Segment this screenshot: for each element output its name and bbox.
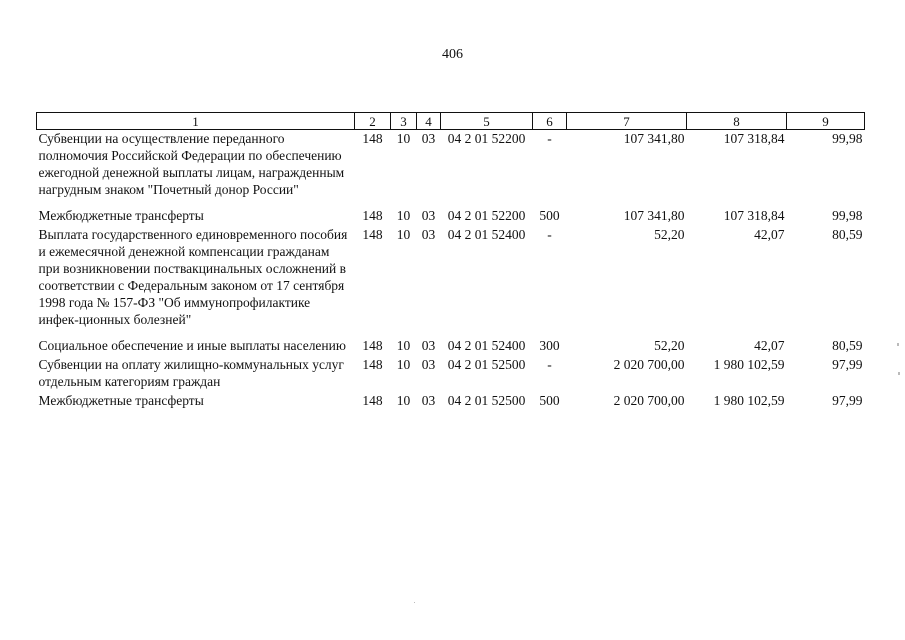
column-header: 7 [567, 113, 687, 130]
row-code-5: 04 2 01 52400 [447, 227, 526, 242]
row-value-8: 107 318,84 [723, 131, 785, 146]
row-value-8: 107 318,84 [723, 208, 785, 223]
column-header: 9 [787, 113, 865, 130]
column-header: 4 [417, 113, 441, 130]
row-code-6: 500 [539, 208, 560, 223]
row-code-2: 148 [362, 208, 383, 223]
scan-speck [414, 602, 415, 603]
row-code-2: 148 [362, 357, 383, 372]
row-value-9: 97,99 [832, 393, 863, 408]
row-code-2: 148 [362, 393, 383, 408]
row-code-4: 03 [421, 208, 436, 223]
row-code-3: 10 [396, 393, 411, 408]
row-code-5: 04 2 01 52500 [447, 393, 526, 408]
row-value-7: 52,20 [654, 338, 685, 353]
row-code-6: 300 [539, 338, 560, 353]
row-name: Межбюджетные трансферты [38, 208, 204, 223]
table-row [37, 130, 865, 208]
column-header: 2 [355, 113, 391, 130]
row-value-7: 2 020 700,00 [613, 357, 685, 372]
page-number: 406 [442, 47, 463, 62]
row-code-3: 10 [396, 357, 411, 372]
row-code-3: 10 [396, 131, 411, 146]
row-name: Субвенции на осуществление переданного полномочия Российской Федерации по обеспечению ежегодной денежной выплаты лицам, награжденным нагрудным знаком "Почетный донор России" [38, 131, 345, 197]
table-header-row [37, 113, 865, 130]
row-name: Социальное обеспечение и иные выплаты населению [38, 338, 346, 353]
row-code-6: - [547, 357, 552, 372]
row-value-7: 107 341,80 [623, 131, 685, 146]
row-code-6: 500 [539, 393, 560, 408]
row-value-7: 52,20 [654, 227, 685, 242]
row-code-6: - [547, 227, 552, 242]
row-code-5: 04 2 01 52200 [447, 131, 526, 146]
scan-speck [897, 343, 899, 346]
table-row [37, 392, 865, 409]
row-name: Субвенции на оплату жилищно-коммунальных услуг отдельным категориям граждан [38, 357, 344, 389]
row-value-8: 1 980 102,59 [713, 357, 785, 372]
table-row [37, 226, 865, 337]
row-code-5: 04 2 01 52200 [447, 208, 526, 223]
row-value-9: 80,59 [832, 338, 863, 353]
row-code-4: 03 [421, 393, 436, 408]
row-code-5: 04 2 01 52400 [447, 338, 526, 353]
row-code-5: 04 2 01 52500 [447, 357, 526, 372]
scan-speck [898, 372, 900, 375]
row-name: Межбюджетные трансферты [38, 393, 204, 408]
row-value-9: 97,99 [832, 357, 863, 372]
row-code-3: 10 [396, 208, 411, 223]
table-row [37, 337, 865, 356]
row-code-2: 148 [362, 227, 383, 242]
row-value-8: 42,07 [754, 338, 785, 353]
row-code-3: 10 [396, 338, 411, 353]
row-code-4: 03 [421, 131, 436, 146]
row-value-7: 107 341,80 [623, 208, 685, 223]
table-row [37, 356, 865, 392]
row-name: Выплата государственного единовременного пособия и ежемесячной денежной компенсации гражданам при возникновении поствакцинальных осложнений в соответствии с Федеральным законом от 17 сентября 1998 года № 157-ФЗ "Об иммунопрофилактике инфек-ционных болезней" [38, 227, 348, 327]
row-code-6: - [547, 131, 552, 146]
column-header: 8 [687, 113, 787, 130]
row-value-9: 80,59 [832, 227, 863, 242]
row-value-9: 99,98 [832, 208, 863, 223]
row-value-9: 99,98 [832, 131, 863, 146]
row-code-4: 03 [421, 357, 436, 372]
column-header: 6 [533, 113, 567, 130]
row-code-4: 03 [421, 338, 436, 353]
column-header: 3 [391, 113, 417, 130]
column-header: 5 [441, 113, 533, 130]
row-code-2: 148 [362, 338, 383, 353]
table-row [37, 207, 865, 226]
column-header: 1 [37, 113, 355, 130]
row-code-3: 10 [396, 227, 411, 242]
row-code-2: 148 [362, 131, 383, 146]
row-value-7: 2 020 700,00 [613, 393, 685, 408]
row-value-8: 1 980 102,59 [713, 393, 785, 408]
row-value-8: 42,07 [754, 227, 785, 242]
row-code-4: 03 [421, 227, 436, 242]
budget-table [36, 112, 865, 409]
